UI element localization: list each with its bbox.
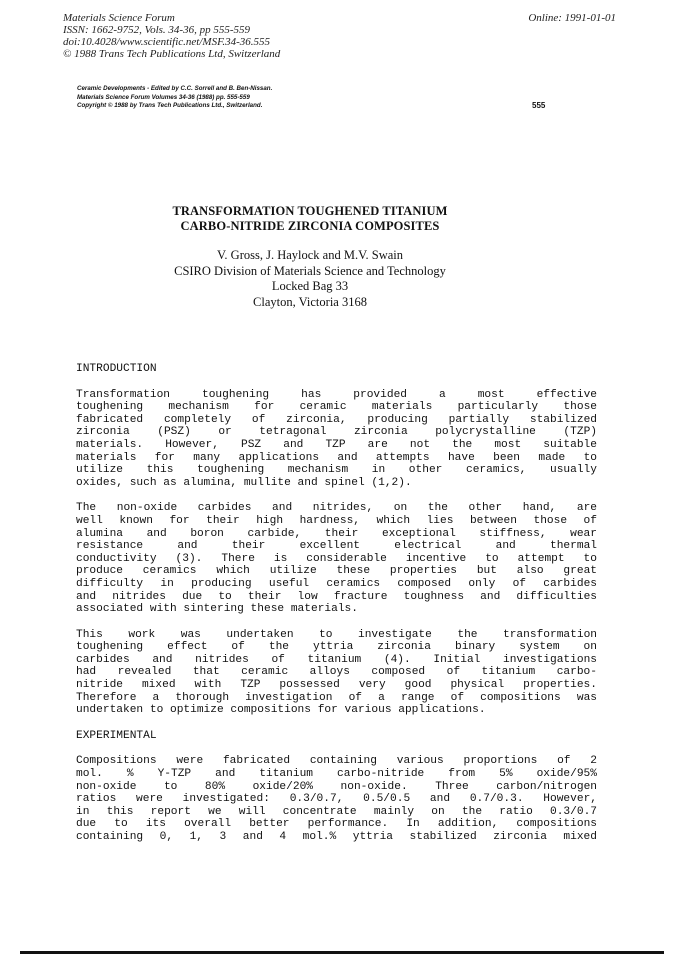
text-line: associated with sintering these materials. (76, 603, 358, 616)
address-line-2: Clayton, Victoria 3168 (253, 294, 367, 309)
text-line: materials for many applications and attempts have been made to (76, 451, 597, 464)
citation-line-3: Copyright © 1988 by Trans Tech Publications Ltd., Switzerland. (77, 102, 263, 109)
text-line: utilize this toughening mechanism in other ceramics, usually (76, 464, 597, 477)
text-line: toughening mechanism for ceramic materials particularly those (76, 401, 597, 414)
text-line: due to its overall better performance. In addition, compositions (76, 818, 597, 831)
text-line: This work was undertaken to investigate the transformation (76, 628, 597, 641)
text-line: Compositions were fabricated containing various proportions of 2 (76, 755, 597, 768)
copyright-line: © 1988 Trans Tech Publications Ltd, Switzerland (63, 48, 281, 60)
online-date: Online: 1991-01-01 (528, 12, 616, 24)
text-line: had revealed that ceramic alloys composed of titanium carbo- (76, 666, 597, 679)
title-line-2: CARBO-NITRIDE ZIRCONIA COMPOSITES (180, 219, 440, 233)
address-line-1: Locked Bag 33 (271, 279, 349, 293)
doi-line[interactable]: doi:10.4028/www.scientific.net/MSF.34-36.555 (63, 36, 271, 48)
author-block (0, 248, 620, 310)
text-line: non-oxide to 80% oxide/20% non-oxide. Three carbon/nitrogen (76, 780, 597, 793)
institution: CSIRO Division of Materials Science and Technology (174, 263, 446, 278)
journal-name: Materials Science Forum (63, 12, 175, 24)
author-names: V. Gross, J. Haylock and M.V. Swain (217, 248, 403, 262)
paragraph (76, 502, 597, 615)
text-line: Transformation toughening has provided a most effective (76, 388, 597, 401)
text-line: alumina and boron carbide, their exceptional stiffness, wear (76, 527, 597, 540)
section-heading-experimental: EXPERIMENTAL (76, 729, 157, 742)
text-line: nitride mixed with TZP possessed very good physical properties. (76, 679, 597, 692)
text-line: resistance and their excellent electrical and thermal (76, 540, 597, 553)
paragraph (76, 629, 597, 717)
publication-info (63, 12, 280, 60)
text-line: produce ceramics which utilize these properties but also great (76, 565, 597, 578)
title-line-1: TRANSFORMATION TOUGHENED TITANIUM (172, 204, 448, 218)
text-line: undertaken to optimize compositions for various applications. (76, 704, 486, 717)
text-line: zirconia (PSZ) or tetragonal zirconia polycrystalline (TZP) (76, 426, 597, 439)
text-line: containing 0, 1, 3 and 4 mol.% yttria stabilized zirconia mixed (76, 831, 597, 843)
text-line: difficulty in producing useful ceramics composed only of carbides (76, 577, 597, 590)
bottom-rule (20, 951, 664, 954)
citation-line-2: Materials Science Forum Volumes 34-36 (1988) pp. 555-559 (77, 93, 250, 101)
text-line: materials. However, PSZ and TZP are not the most suitable (76, 438, 597, 451)
citation-block (77, 85, 272, 111)
text-line: in this report we will concentrate mainly on the ratio 0.3/0.7 (76, 805, 597, 818)
text-line: well known for their high hardness, which lies between those of (76, 514, 597, 527)
paper-title (0, 204, 620, 234)
paragraph (76, 755, 597, 843)
text-line: fabricated completely of zirconia, producing partially stabilized (76, 413, 597, 426)
text-line: The non-oxide carbides and nitrides, on the other hand, are (76, 502, 597, 515)
page-number: 555 (532, 101, 546, 110)
text-line: ratios were investigated: 0.3/0.7, 0.5/0.5 and 0.7/0.3. However, (76, 793, 597, 806)
text-line: conductivity (3). There is considerable incentive to attempt to (76, 552, 597, 565)
issn-line: ISSN: 1662-9752, Vols. 34-36, pp 555-559 (63, 24, 250, 36)
section-heading-introduction: INTRODUCTION (76, 363, 157, 375)
text-line: and nitrides due to their low fracture toughness and difficulties (76, 590, 597, 603)
text-line: mol. % Y-TZP and titanium carbo-nitride from 5% oxide/95% (76, 768, 597, 781)
text-line: toughening effect of the yttria zirconia binary system on (76, 641, 597, 654)
citation-line-1: Ceramic Developments - Edited by C.C. Sorrell and B. Ben-Nissan. (77, 85, 273, 92)
text-line: Therefore a thorough investigation of a range of compositions was (76, 691, 597, 704)
text-line: oxides, such as alumina, mullite and spinel (1,2). (76, 476, 412, 489)
paper-body (76, 363, 597, 857)
text-line: carbides and nitrides of titanium (4). Initial investigations (76, 653, 597, 666)
paragraph (76, 389, 597, 490)
